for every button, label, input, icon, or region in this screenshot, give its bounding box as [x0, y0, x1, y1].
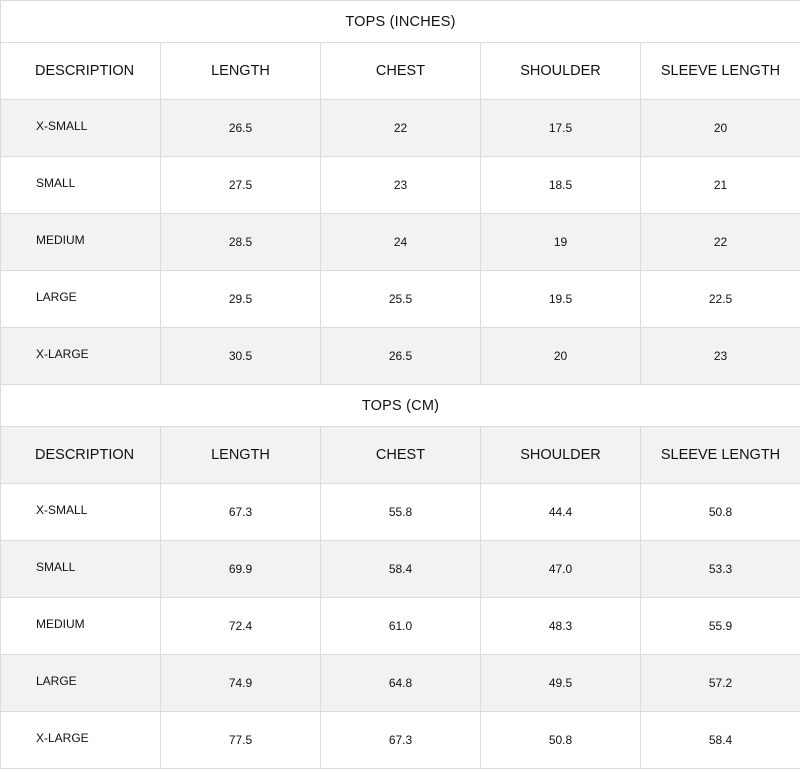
length-cell: 27.5 [161, 157, 321, 214]
shoulder-cell: 49.5 [481, 655, 641, 712]
size-label [1, 655, 161, 712]
chest-cell: 26.5 [321, 328, 481, 385]
shoulder-cell: 19.5 [481, 271, 641, 328]
header-row [1, 43, 800, 100]
sleeve-length-cell: 57.2 [641, 655, 800, 712]
size-label [1, 541, 161, 598]
length-cell: 77.5 [161, 712, 321, 769]
size-label-text: MEDIUM [36, 233, 85, 247]
table-row [1, 157, 800, 214]
size-label-text: SMALL [36, 176, 76, 190]
sleeve-length-cell: 58.4 [641, 712, 800, 769]
length-cell: 69.9 [161, 541, 321, 598]
header-description: DESCRIPTION [1, 43, 161, 100]
header-shoulder: SHOULDER [481, 43, 641, 100]
table-row [1, 328, 800, 385]
sleeve-length-cell: 50.8 [641, 484, 800, 541]
shoulder-cell: 47.0 [481, 541, 641, 598]
table-row [1, 598, 800, 655]
size-label-text: LARGE [36, 674, 77, 688]
table-row [1, 484, 800, 541]
header-description: DESCRIPTION [1, 427, 161, 484]
length-cell: 30.5 [161, 328, 321, 385]
size-label [1, 484, 161, 541]
sleeve-length-cell: 23 [641, 328, 800, 385]
header-row [1, 427, 800, 484]
header-chest: CHEST [321, 43, 481, 100]
size-label [1, 271, 161, 328]
size-table-cm [0, 385, 800, 769]
chest-cell: 61.0 [321, 598, 481, 655]
size-label [1, 100, 161, 157]
table-row [1, 655, 800, 712]
shoulder-cell: 48.3 [481, 598, 641, 655]
sleeve-length-cell: 53.3 [641, 541, 800, 598]
length-cell: 29.5 [161, 271, 321, 328]
length-cell: 72.4 [161, 598, 321, 655]
table-row [1, 214, 800, 271]
header-chest: CHEST [321, 427, 481, 484]
table-row [1, 271, 800, 328]
size-label-text: MEDIUM [36, 617, 85, 631]
size-label [1, 712, 161, 769]
chest-cell: 24 [321, 214, 481, 271]
length-cell: 74.9 [161, 655, 321, 712]
sleeve-length-cell: 55.9 [641, 598, 800, 655]
sleeve-length-cell: 21 [641, 157, 800, 214]
length-cell: 67.3 [161, 484, 321, 541]
table-title: TOPS (CM) [1, 385, 800, 427]
shoulder-cell: 17.5 [481, 100, 641, 157]
size-label [1, 598, 161, 655]
sleeve-length-cell: 22.5 [641, 271, 800, 328]
shoulder-cell: 19 [481, 214, 641, 271]
size-label [1, 157, 161, 214]
shoulder-cell: 50.8 [481, 712, 641, 769]
table-row [1, 541, 800, 598]
chest-cell: 23 [321, 157, 481, 214]
chest-cell: 22 [321, 100, 481, 157]
table-title-row [1, 1, 800, 43]
size-label [1, 328, 161, 385]
chest-cell: 64.8 [321, 655, 481, 712]
chest-cell: 55.8 [321, 484, 481, 541]
size-table-inches [0, 0, 800, 385]
table-row [1, 100, 800, 157]
size-label-text: SMALL [36, 560, 76, 574]
chest-cell: 67.3 [321, 712, 481, 769]
sleeve-length-cell: 22 [641, 214, 800, 271]
header-length: LENGTH [161, 43, 321, 100]
size-label-text: LARGE [36, 290, 77, 304]
header-shoulder: SHOULDER [481, 427, 641, 484]
length-cell: 26.5 [161, 100, 321, 157]
size-label-text: X-LARGE [36, 347, 89, 361]
header-length: LENGTH [161, 427, 321, 484]
shoulder-cell: 20 [481, 328, 641, 385]
chest-cell: 25.5 [321, 271, 481, 328]
table-row [1, 712, 800, 769]
table-title-row [1, 385, 800, 427]
size-label-text: X-LARGE [36, 731, 89, 745]
chest-cell: 58.4 [321, 541, 481, 598]
header-sleeve-length: SLEEVE LENGTH [641, 427, 800, 484]
size-label-text: X-SMALL [36, 119, 88, 133]
length-cell: 28.5 [161, 214, 321, 271]
shoulder-cell: 44.4 [481, 484, 641, 541]
sleeve-length-cell: 20 [641, 100, 800, 157]
table-title: TOPS (INCHES) [1, 1, 800, 43]
size-label-text: X-SMALL [36, 503, 88, 517]
header-sleeve-length: SLEEVE LENGTH [641, 43, 800, 100]
size-label [1, 214, 161, 271]
shoulder-cell: 18.5 [481, 157, 641, 214]
